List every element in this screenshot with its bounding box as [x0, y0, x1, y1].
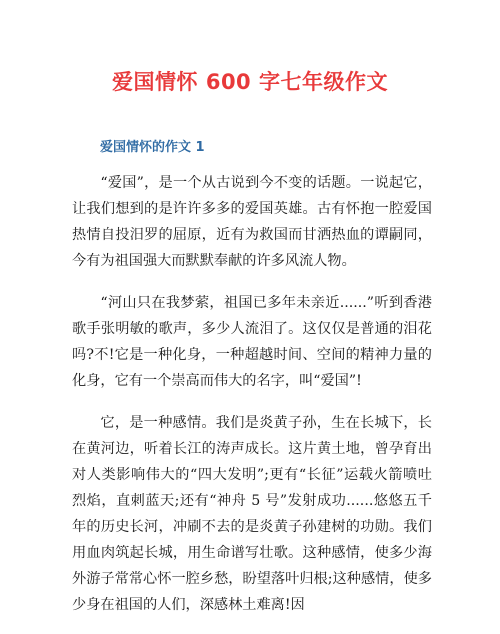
paragraph-3: 它，是一种感情。我们是炎黄子孙，生在长城下，长在黄河边，听着长江的涛声成长。这片黄土地，曾孕育出对人类影响伟大的“四大发明”;更有“长征”运载火箭喷吐烈焰，直刺蓝天;还有“神舟 5 号”发射成功......悠悠五千年的历史长河，冲刷不去的是炎黄子孙建树的功勋。我们用血肉筑起长城，用生命谱写壮歌。这种感情，使多少海外游子常常心怀一腔乡愁，盼望落叶归根;这种感情，使多少身在祖国的人们，深感林土难离!因 [72, 415, 432, 613]
document-body [72, 170, 432, 634]
paragraph-1: “爱国”，是一个从古说到今不变的话题。一说起它，让我们想到的是许许多多的爱国英雄。古有怀抱一腔爱国热情自投汨罗的屈原，近有为救国而甘洒热血的谭嗣同，今有为祖国强大而默默奉献的许多风流人物。 [72, 175, 432, 269]
document-title: 爱国情怀 600 字七年级作文 [112, 70, 388, 94]
section-heading: 爱国情怀的作文 1 [100, 140, 205, 155]
paragraph-2: “河山只在我梦萦，祖国已多年未亲近......”听到香港歌手张明敏的歌声，多少人流泪了。这仅仅是普通的泪花吗?不!它是一种化身，一种超越时间、空间的精神力量的化身，它有一个崇高而伟大的名字，叫“爱国”! [72, 295, 432, 389]
